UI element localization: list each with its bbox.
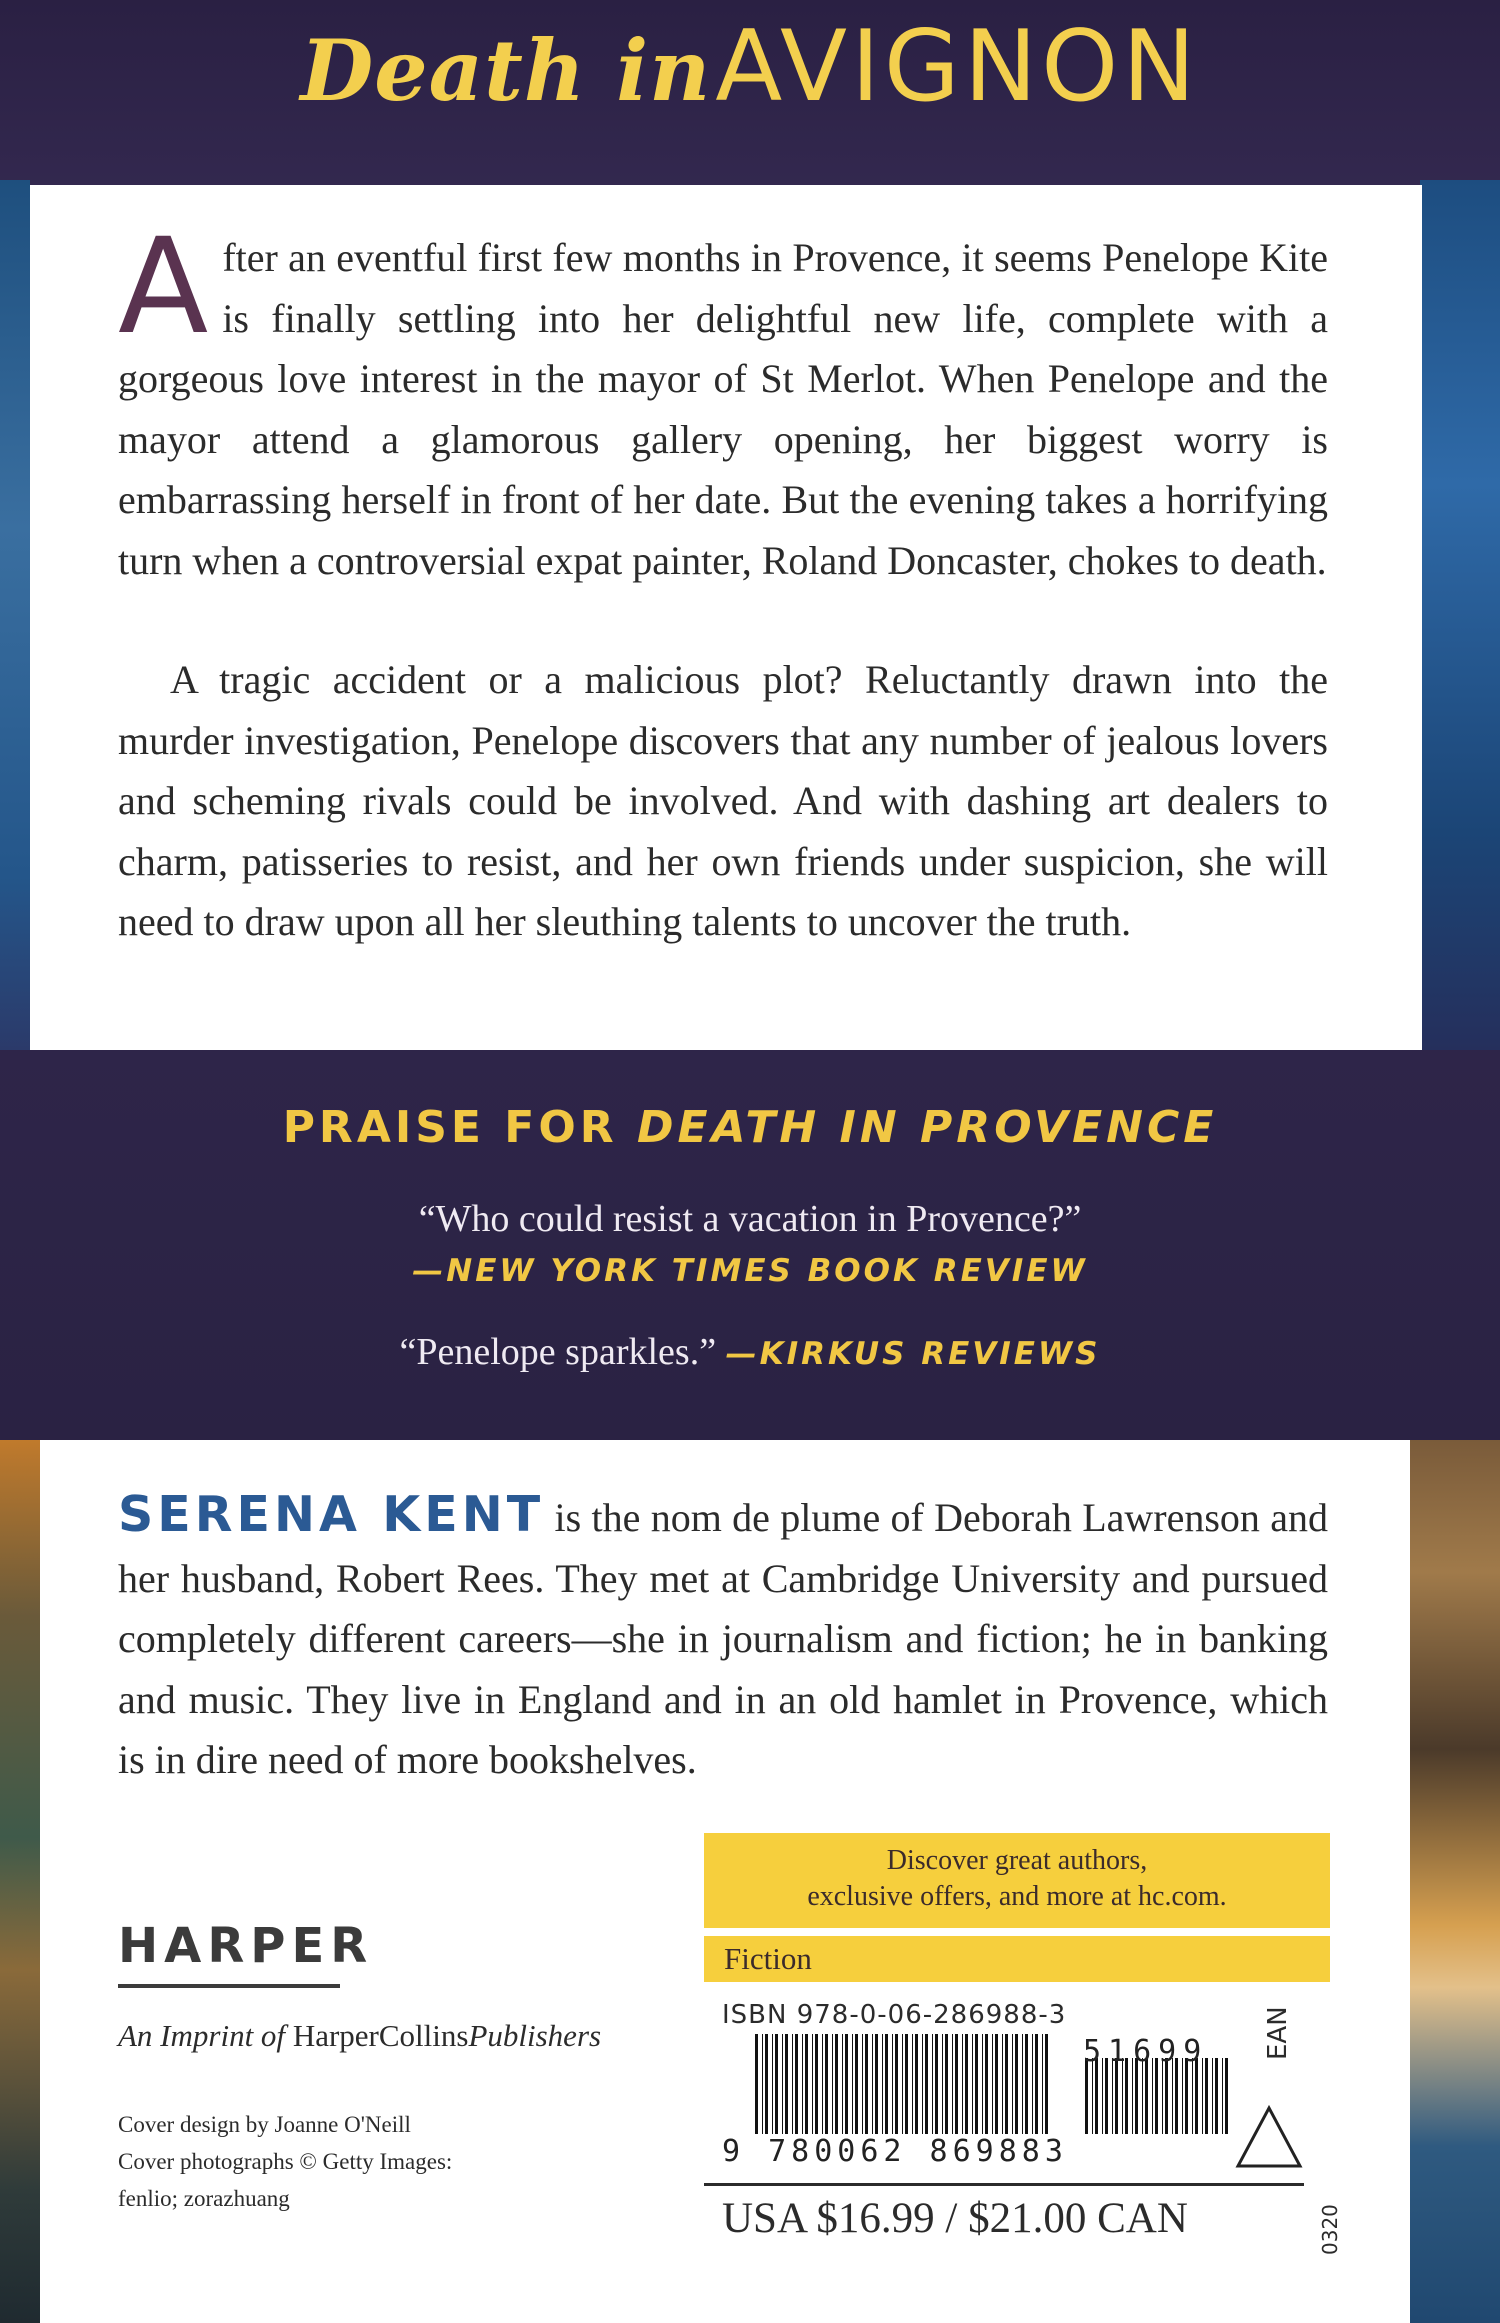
publisher-logo-rule bbox=[118, 1984, 340, 1988]
author-bio-text: is the nom de plume of Deborah Lawrenson and her husband, Robert Rees. They met at Cambridge University and pursued completely different careers—she in journalism and fiction; he in banking and music. They live in England and in an old hamlet in Provence, which is in dire need of more bookshelves. bbox=[118, 1495, 1328, 1782]
bottom-right-photo-strip bbox=[1410, 1440, 1500, 2323]
cover-credits bbox=[118, 2106, 452, 2217]
praise-quote-2-text: “Penelope sparkles.” bbox=[399, 1331, 717, 1373]
imprint-name: HarperCollins bbox=[292, 2018, 469, 2053]
barcode-addon-digits: 51699 bbox=[1083, 2034, 1209, 2069]
imprint-suffix: Publishers bbox=[468, 2018, 602, 2053]
offer-line-2: exclusive offers, and more at hc.com. bbox=[807, 1881, 1227, 1912]
price-code: 0320 bbox=[1318, 2204, 1342, 2255]
drop-cap: A bbox=[118, 210, 209, 364]
description-text-1: fter an eventful first few months in Provence, it seems Penelope Kite is finally settling into her delightful new life, complete with a gorgeous love interest in the mayor of St Merlot. When Penelope and the mayor attend a glamorous gallery opening, her biggest worry is embarrassing herself in front of her date. But the evening takes a horrifying turn when a controversial expat painter, Roland Doncaster, chokes to death. bbox=[118, 235, 1328, 583]
genre-label: Fiction bbox=[724, 1941, 812, 1976]
price-rule bbox=[704, 2183, 1304, 2186]
praise-heading bbox=[0, 1102, 1500, 1153]
isbn-label: ISBN 978-0-06-286988-3 bbox=[722, 2000, 1067, 2030]
credit-line: Cover photographs © Getty Images: bbox=[118, 2149, 453, 2174]
barcode-digits: 9 780062 869883 bbox=[722, 2134, 1068, 2169]
credit-line: fenlio; zorazhuang bbox=[118, 2186, 290, 2211]
author-bio bbox=[118, 1485, 1328, 1791]
praise-heading-prefix: PRAISE FOR bbox=[282, 1102, 637, 1153]
price: USA $16.99 / $21.00 CAN bbox=[722, 2195, 1188, 2242]
book-title bbox=[0, 10, 1500, 124]
credit-line: Cover design by Joanne O'Neill bbox=[118, 2112, 411, 2137]
description-paragraph-2: A tragic accident or a malicious plot? Reluctantly drawn into the murder investigation, Penelope discovers that any number of jealous lovers and scheming rivals could be involved. And with dashing art dealers to charm, patisseries to resist, and her own friends under suspicion, she will need to draw upon all her sleuthing talents to uncover the truth. bbox=[118, 657, 1328, 944]
barcode-main bbox=[753, 2034, 1053, 2134]
genre-box bbox=[704, 1936, 1330, 1982]
publisher-logo: HARPER bbox=[118, 1918, 374, 1974]
praise-source-2: —KIRKUS REVIEWS bbox=[725, 1336, 1101, 1372]
offer-text bbox=[704, 1843, 1330, 1915]
offer-line-1: Discover great authors, bbox=[886, 1845, 1148, 1876]
barcode-addon bbox=[1083, 2058, 1233, 2134]
imprint-line bbox=[118, 2018, 601, 2054]
left-photo-edge bbox=[0, 180, 30, 1050]
praise-quote-1: “Who could resist a vacation in Provence?” bbox=[418, 1198, 1082, 1240]
title-caps: AVIGNON bbox=[715, 10, 1200, 124]
offer-box bbox=[704, 1833, 1330, 1928]
author-name: SERENA KENT bbox=[118, 1486, 545, 1543]
right-photo-edge bbox=[1420, 180, 1500, 1050]
description-paragraph-1 bbox=[118, 210, 1328, 591]
ean-label: EAN bbox=[1263, 2006, 1293, 2060]
praise-quote-2 bbox=[0, 1330, 1500, 1374]
praise-source-1: —NEW YORK TIMES BOOK REVIEW bbox=[412, 1253, 1088, 1289]
title-script: Death in bbox=[300, 21, 712, 120]
triangle-icon bbox=[1234, 2102, 1304, 2172]
imprint-prefix: An Imprint of bbox=[118, 2018, 286, 2053]
praise-heading-title: DEATH IN PROVENCE bbox=[636, 1102, 1218, 1153]
bottom-left-photo-strip bbox=[0, 1440, 40, 2323]
